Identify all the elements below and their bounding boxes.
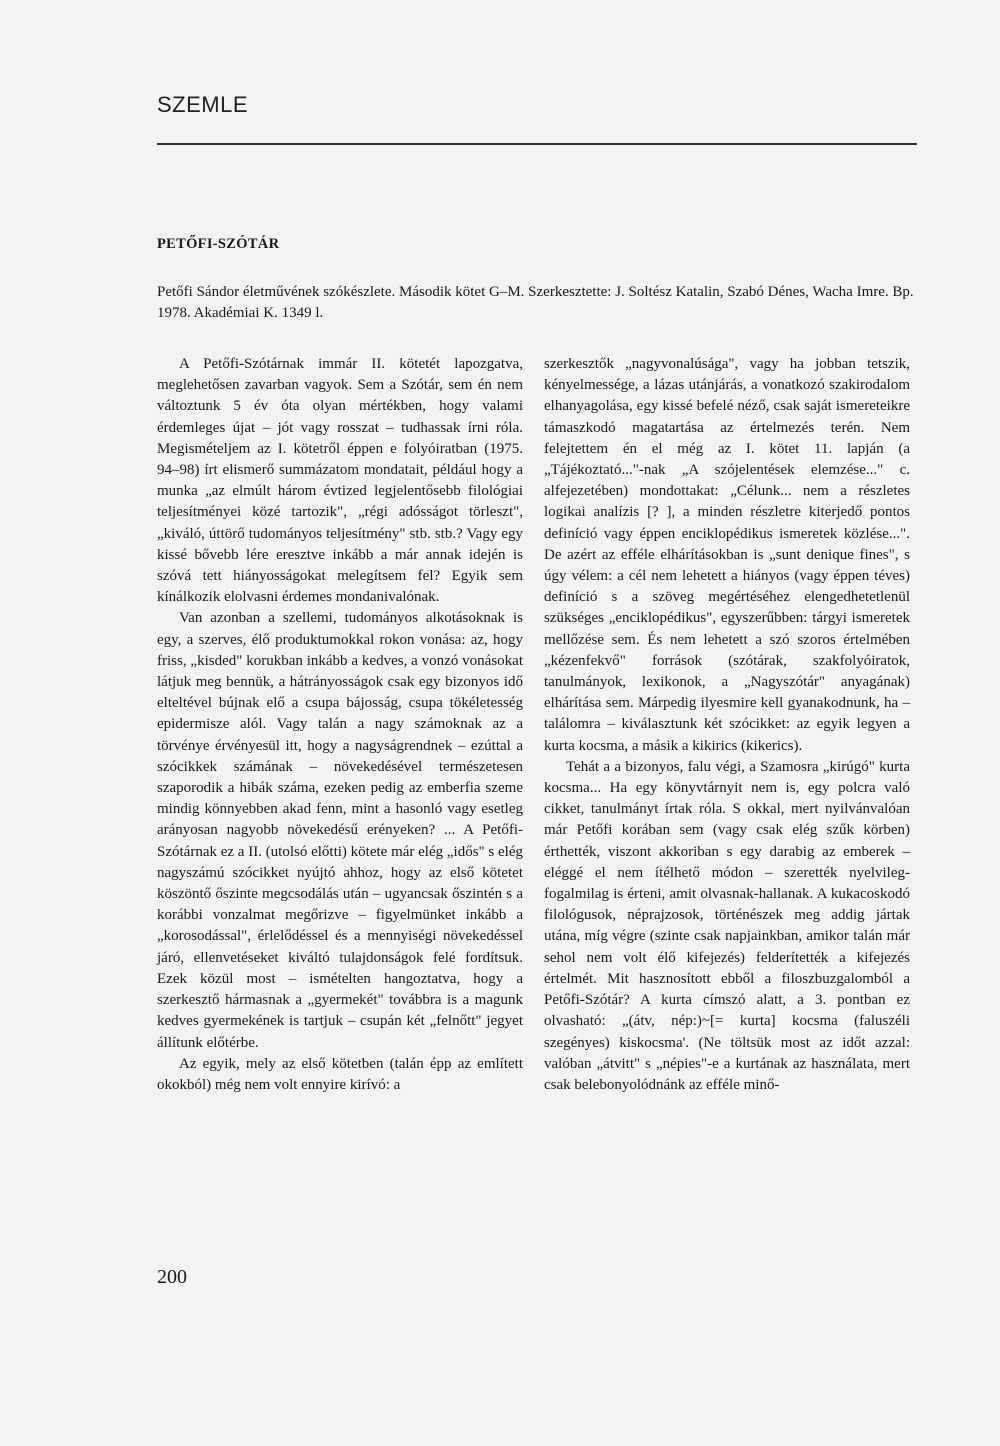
paragraph: Az egyik, mely az első kötetben (talán épp az említett okokból) még nem volt ennyire kirívó: a [157,1055,523,1093]
paragraph: Tehát a a bizonyos, falu végi, a Szamosra „kirúgó" kurta kocsma... Ha egy könyvtárnyit nem is, egy polcra való cikket, tanulmányt írtak róla. S okkal, mert nyilvánvalóan már Petőfi korában sem (vagy csak elég szűk körben) érthették, viszont akkoriban s egy darabig az emberek – eléggé el nem ítélhető módon – szerették nyelvileg-fogalmilag is érteni, amit olvasnak-hallanak. A kukacoskodó filológusok, néprajzosok, történészek meg addig jártak utána, míg végre (szinte csak napjainkban, amikor talán már sehol nem volt élő kifejezés) felderítették a kifejezés értelmét. Mit hasznosított ebből a filoszbuzgalomból a Petőfi-Szótár? A kurta címszó alatt, a 3. pontban ez olvasható: „(átv, nép:)~[= kurta] kocsma (faluszéli szegényes) kiskocsma'. (Ne töltsük most az időt azzal: valóban „átvitt" s „népies"-e a kurtának az használata, mert csak belebonyolódnánk az efféle minő- [544,758,910,1093]
paragraph: Van azonban a szellemi, tudományos alkotásoknak is egy, a szerves, élő produktumokkal rokon vonása: az, hogy friss, „kisded" korukban inkább a kedves, a vonzó vonásokat látjuk meg bennük, a hátrányosságok csak egy bizonyos idő elteltével bújnak elő a csupa bájosság, csupa tökéletesség epidermisze alól. Vagy talán a nagy számoknak az a törvénye érvényesül itt, hogy a nagyságrendnek – ezúttal a szócikkek számának – növekedésével természetesen szaporodik a hibák száma, ezeken pedig az emberfia szeme mindig könnyebben akad fenn, mint a hasonló vagy esetleg arányosan nagyobb növekedésű erényeken? ... A Petőfi-Szótárnak ez a II. (utolsó előtti) kötete már elég „idős" s elég nagyszámú szócikket nyújtó ahhoz, hogy az első kötetet köszöntő őszinte megcsodálás után – ugyancsak őszintén s a korábbi vonzalmat megőrizve – figyelmünket inkább a „korosodással", érlelődéssel és a mennyiségi növekedéssel járó, ellenvetéseket kiváltó tulajdonságok felé fordítsuk. Ezek közül most – ismételten hangoztatva, hogy a szerkesztő hármasnak a „gyermekét" továbbra is a magunk kedves gyermekének is tartjuk – csupán két „felnőtt" jegyet állítunk előtérbe. [157,610,523,1051]
left-column [157,354,523,1096]
paragraph: A Petőfi-Szótárnak immár II. kötetét lapozgatva, meglehetősen zavarban vagyok. Sem a Szótár, sem én nem változtunk 5 év óta olyan mértékben, hogy valami érdemleges újat – jót vagy rosszat – tudhassak írni róla. Megismételjem az I. kötetről éppen e folyóiratban (1975. 94–98) írt elismerő summázatom mondatait, például hogy a munka „az elmúlt három évtized legjelentősebb filológiai teljesítményei közé tartozik", „régi adósságot törleszt", „kiváló, úttörő tudományos teljesítmény" stb. stb.? Vagy egy kissé bővebb lére eresztve inkább a már annak idején is szóvá tett hiányosságokat melegítsem fel? Egyik sem kínálkozik elolvasni érdemes mondanivalónak. [157,356,523,606]
paragraph: szerkesztők „nagyvonalúsága", vagy ha jobban tetszik, kényelmessége, a lázas utánjárás, a vonatkozó szakirodalom elhanyagolása, egy kissé befelé néző, csak saját ismereteikre támaszkodó magatartása az értelmezés terén. Nem felejtettem én el még az I. kötet 11. lapján (a „Tájékoztató..."-nak „A szójelentések elemzése..." c. alfejezetében) mondottakat: „Célunk... nem a részletes logikai analízis [? ], a minden részletre kiterjedő pontos definíció vagy éppen enciklopédikus ismeretek közlése...". De azért az efféle elhárításokban is „sunt denique fines", s úgy vélem: a cél nem lehetett a hiányos (vagy éppen téves) definíció s a szöveg megértéséhez elengedhetetlenül szükséges „enciklopédikus", egyszerűbben: tárgyi ismeretek mellőzése sem. És nem lehetett a szó szoros értelmében „kézenfekvő" források (szótárak, szakfolyóiratok, tanulmányok, lexikonok, a „Nagyszótár" anyagának) elhárítása sem. Márpedig ilyesmire kell gyanakodnunk, ha – találomra – kiválasztunk két szócikket: az egyik legyen a kurta kocsma, a másik a kikirics (kikerics). [544,356,910,754]
article-title: PETŐFI-SZÓTÁR [157,236,280,252]
header-rule [157,143,917,145]
running-head: SZEMLE [157,92,249,117]
right-column [544,354,910,1096]
bibliographic-entry: Petőfi Sándor életművének szókészlete. Második kötet G–M. Szerkesztette: J. Soltész Katalin, Szabó Dénes, Wacha Imre. Bp. 1978. Akadémiai K. 1349 l. [157,284,914,321]
page-number: 200 [157,1266,187,1288]
